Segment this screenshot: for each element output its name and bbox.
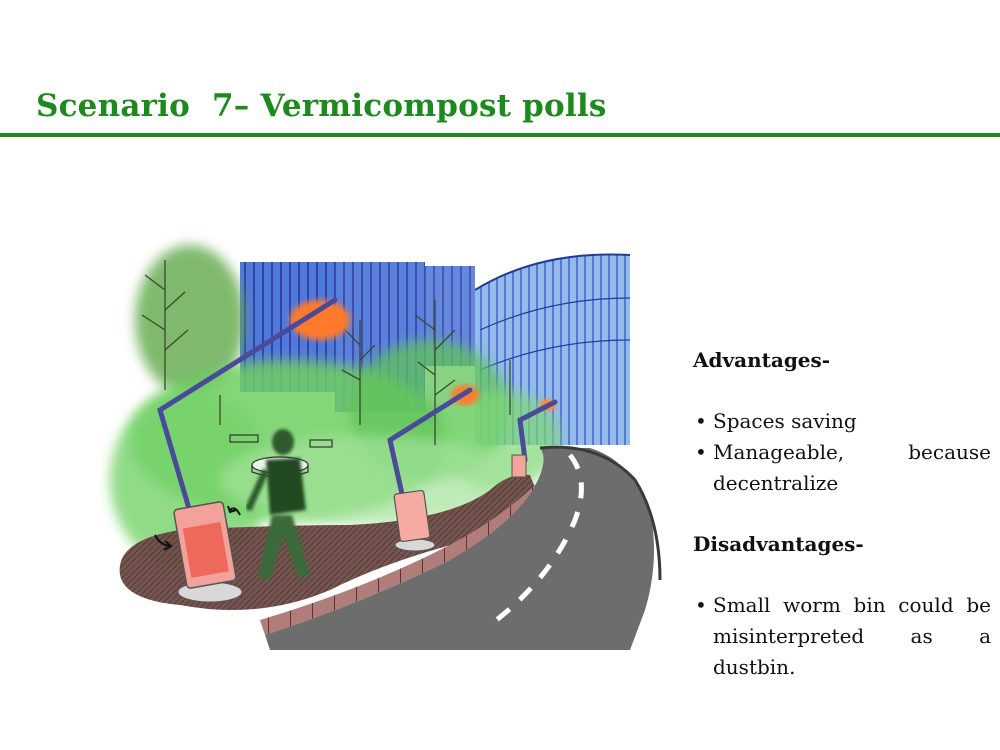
list-item: • Manageable, because decentralize [693, 437, 991, 499]
vermicompost-scene-illustration [70, 180, 670, 660]
slide-title: Scenario 7– Vermicompost polls [36, 88, 607, 124]
pros-cons-panel [693, 345, 991, 713]
disadvantages-list [693, 590, 991, 683]
advantages-list [693, 406, 991, 499]
title-underline [0, 133, 1000, 137]
disadvantages-heading: Disadvantages- [693, 532, 864, 556]
advantages-heading: Advantages- [693, 348, 831, 372]
list-item: • Spaces saving [693, 406, 991, 437]
list-item: • Small worm bin could be misinterpreted as a dustbin. [693, 590, 991, 683]
